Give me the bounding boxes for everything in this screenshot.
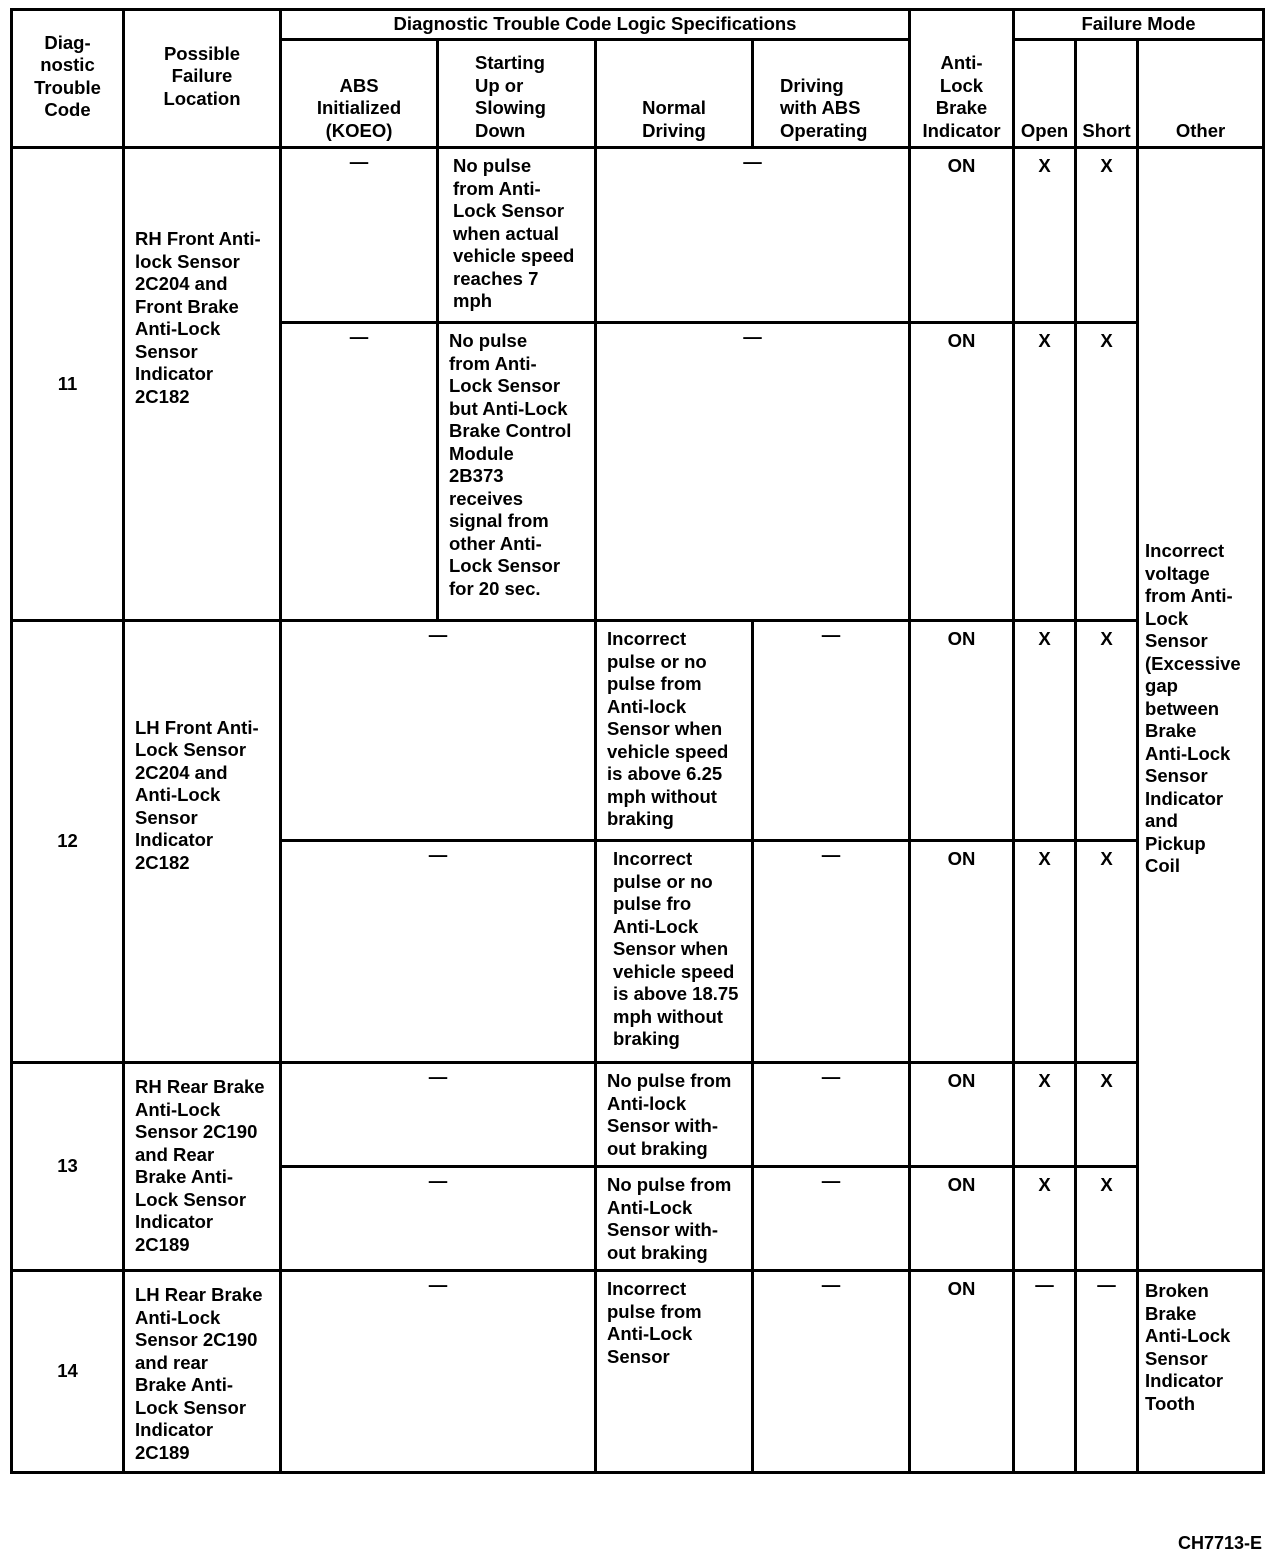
driving-cell: — (753, 1167, 910, 1271)
header-driving-abs: Driving with ABS Operating (753, 40, 910, 148)
indicator-cell: ON (910, 148, 1014, 323)
abs-start-cell: — (281, 1167, 596, 1271)
dtc-code-11: 11 (12, 148, 124, 621)
starting-cell: No pulse from Anti- Lock Sensor when actual vehicle speed reaches 7 mph (438, 148, 596, 323)
normal-cell: Incorrect pulse or no pulse fro Anti-Lock Sensor when vehicle speed is above 18.75 mph without braking (596, 841, 753, 1063)
abs-start-cell: — (281, 841, 596, 1063)
header-short: Short (1076, 40, 1138, 148)
open-mark: X (1014, 1063, 1076, 1167)
table-row (12, 1063, 1264, 1167)
normal-cell: No pulse from Anti-Lock Sensor with- out braking (596, 1167, 753, 1271)
header-starting: Starting Up or Slowing Down (438, 40, 596, 148)
dtc-code-12: 12 (12, 621, 124, 1063)
open-mark: — (1014, 1271, 1076, 1473)
short-mark: X (1076, 1167, 1138, 1271)
location-11-text: RH Front Anti- lock Sensor 2C204 and Front Brake Anti-Lock Sensor Indicator 2C182 (135, 228, 261, 407)
table-row (12, 621, 1264, 841)
normal-cell: No pulse from Anti-lock Sensor with- out braking (596, 1063, 753, 1167)
header-indicator: Anti- Lock Brake Indicator (910, 10, 1014, 148)
header-failure-group: Failure Mode (1014, 10, 1264, 40)
driving-cell: — (753, 1271, 910, 1473)
table-row (12, 1271, 1264, 1473)
table-row (12, 148, 1264, 323)
dtc-logic-table (10, 8, 1265, 1474)
short-mark: X (1076, 323, 1138, 621)
short-mark: X (1076, 1063, 1138, 1167)
driving-cell: — (753, 1063, 910, 1167)
indicator-cell: ON (910, 323, 1014, 621)
open-mark: X (1014, 1167, 1076, 1271)
location-11 (124, 148, 281, 621)
abs-init-cell: — (281, 323, 438, 621)
open-mark: X (1014, 841, 1076, 1063)
open-mark: X (1014, 323, 1076, 621)
header-other: Other (1138, 40, 1264, 148)
location-12 (124, 621, 281, 1063)
abs-init-cell: — (281, 148, 438, 323)
dtc-code-13: 13 (12, 1063, 124, 1271)
abs-start-cell: — (281, 621, 596, 841)
header-open: Open (1014, 40, 1076, 148)
header-location: Possible Failure Location (124, 10, 281, 148)
indicator-cell: ON (910, 1271, 1014, 1473)
abs-start-cell: — (281, 1063, 596, 1167)
normal-cell: Incorrect pulse or no pulse from Anti-lock Sensor when vehicle speed is above 6.25 mph without braking (596, 621, 753, 841)
location-13: RH Rear Brake Anti-Lock Sensor 2C190 and Rear Brake Anti- Lock Sensor Indicator 2C189 (124, 1063, 281, 1271)
abs-start-cell: — (281, 1271, 596, 1473)
indicator-cell: ON (910, 1063, 1014, 1167)
open-mark: X (1014, 621, 1076, 841)
location-14: LH Rear Brake Anti-Lock Sensor 2C190 and rear Brake Anti- Lock Sensor Indicator 2C189 (124, 1271, 281, 1473)
driving-cell: — (753, 841, 910, 1063)
indicator-cell: ON (910, 1167, 1014, 1271)
dtc-code-14: 14 (12, 1271, 124, 1473)
location-12-text: LH Front Anti- Lock Sensor 2C204 and Anti-Lock Sensor Indicator 2C182 (135, 716, 259, 873)
indicator-cell: ON (910, 841, 1014, 1063)
short-mark: X (1076, 621, 1138, 841)
normal-cell: Incorrect pulse from Anti-Lock Sensor (596, 1271, 753, 1473)
starting-cell: No pulse from Anti- Lock Sensor but Anti-Lock Brake Control Module 2B373 receives signal from other Anti- Lock Sensor for 20 sec. (438, 323, 596, 621)
open-mark: X (1014, 148, 1076, 323)
short-mark: X (1076, 148, 1138, 323)
header-logic-group: Diagnostic Trouble Code Logic Specifications (281, 10, 910, 40)
figure-reference: CH7713-E (1177, 1533, 1262, 1553)
other-cell-14: Broken Brake Anti-Lock Sensor Indicator Tooth (1138, 1271, 1264, 1473)
short-mark: — (1076, 1271, 1138, 1473)
header-abs-init: ABS Initialized (KOEO) (281, 40, 438, 148)
driving-cell: — (753, 621, 910, 841)
indicator-cell: ON (910, 621, 1014, 841)
header-normal: Normal Driving (596, 40, 753, 148)
normal-driving-cell: — (596, 148, 910, 323)
other-shared-cell: Incorrect voltage from Anti- Lock Sensor (Excessive gap between Brake Anti-Lock Sensor Indicator and Pickup Coil (1138, 148, 1264, 1271)
short-mark: X (1076, 841, 1138, 1063)
normal-driving-cell: — (596, 323, 910, 621)
header-dtc: Diag- nostic Trouble Code (12, 10, 124, 148)
